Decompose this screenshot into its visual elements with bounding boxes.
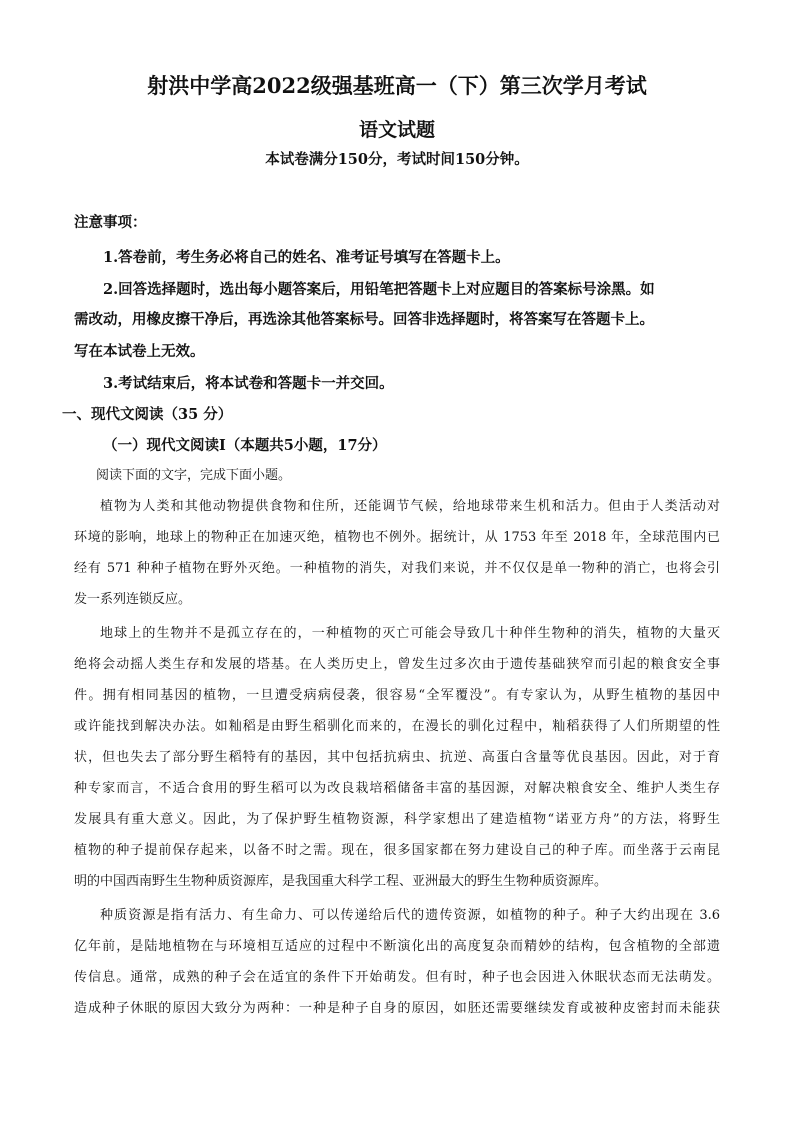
subject-title: 语文试题 xyxy=(358,119,435,141)
passage-line: 种质资源是指有活力、有生命力、可以传递给后代的遗传资源，如植物的种子。种子大约出现在 3.6 xyxy=(100,908,720,923)
passage-line: 种专家而言，不适合食用的野生稻可以为改良栽培稻储备丰富的基因源，对解决粮食安全、维护人类生存 xyxy=(74,781,720,796)
passage-line: 经有 571 种种子植物在野外灭绝。一种植物的消失，对我们来说，并不仅仅是单一物种的消亡，也将会引 xyxy=(74,561,720,576)
passage-line: 亿年前，是陆地植物在与环境相互适应的过程中不断演化出的高度复杂而精妙的结构，包含植物的全部遗 xyxy=(74,939,720,954)
section-heading: 一、现代文阅读（35 分） xyxy=(62,406,233,423)
notes-heading: 注意事项： xyxy=(74,214,147,231)
passage-line: 地球上的生物并不是孤立存在的，一种植物的灭亡可能会导致几十种伴生物种的消失，植物的大量灭 xyxy=(100,626,720,641)
reading-instruction: 阅读下面的文字，完成下面小题。 xyxy=(96,468,292,483)
note-item-2-line-1: 2.回答选择题时，选出每小题答案后，用铅笔把答题卡上对应题目的答案标号涂黑。如 xyxy=(103,281,655,298)
passage-line: 发展具有重大意义。因此，为了保护野生植物资源，科学家想出了建造植物“诺亚方舟”的方法，将野生 xyxy=(74,812,720,827)
passage-line: 植物的种子提前保存起来，以备不时之需。现在，很多国家都在努力建设自己的种子库。而坐落于云南昆 xyxy=(74,843,720,858)
passage-line: 环境的影响，地球上的物种正在加速灭绝，植物也不例外。据统计，从 1753 年至 2018 年，全球范围内已 xyxy=(74,530,720,545)
passage-line: 传信息。通常，成熟的种子会在适宜的条件下开始萌发。但有时，种子也会因进入休眠状态而无法萌发。 xyxy=(74,970,720,985)
passage-line: 绝将会动摇人类生存和发展的塔基。在人类历史上，曾发生过多次由于遗传基础狭窄而引起的粮食安全事 xyxy=(74,657,720,672)
note-item-2-line-3: 写在本试卷上无效。 xyxy=(74,343,205,360)
note-item-1: 1.答卷前，考生务必将自己的姓名、准考证号填写在答题卡上。 xyxy=(103,249,510,266)
passage-line: 件。拥有相同基因的植物，一旦遭受病病侵袭，很容易“全军覆没”。有专家认为，从野生植物的基因中 xyxy=(74,688,720,703)
passage-line: 明的中国西南野生生物种质资源库，是我国重大科学工程、亚洲最大的野生生物种质资源库。 xyxy=(74,874,608,889)
exam-title: 射洪中学高2022级强基班高一（下）第三次学月考试 xyxy=(147,73,647,98)
passage-line: 或许能找到解决办法。如籼稻是由野生稻驯化而来的，在漫长的驯化过程中，籼稻获得了人们所期望的性 xyxy=(74,719,720,734)
passage-line: 造成种子休眠的原因大致分为两种：一种是种子自身的原因，如胚还需要继续发育或被种皮密封而未能获 xyxy=(74,1001,720,1016)
note-item-3: 3.考试结束后，将本试卷和答题卡一并交回。 xyxy=(103,375,394,392)
passage-line: 状，但也失去了部分野生稻特有的基因，其中包括抗病虫、抗逆、高蛋白含量等优良基因。因此，对于育 xyxy=(74,750,720,765)
passage-line: 发一系列连锁反应。 xyxy=(74,592,192,607)
exam-info: 本试卷满分150分，考试时间150分钟。 xyxy=(265,151,529,168)
subsection-heading: （一）现代文阅读Ⅰ（本题共5小题，17分） xyxy=(103,437,387,454)
passage-line: 植物为人类和其他动物提供食物和住所，还能调节气候，给地球带来生机和活力。但由于人类活动对 xyxy=(100,499,720,514)
note-item-2-line-2: 需改动，用橡皮擦干净后，再选涂其他答案标号。回答非选择题时，将答案写在答题卡上。 xyxy=(74,311,654,328)
